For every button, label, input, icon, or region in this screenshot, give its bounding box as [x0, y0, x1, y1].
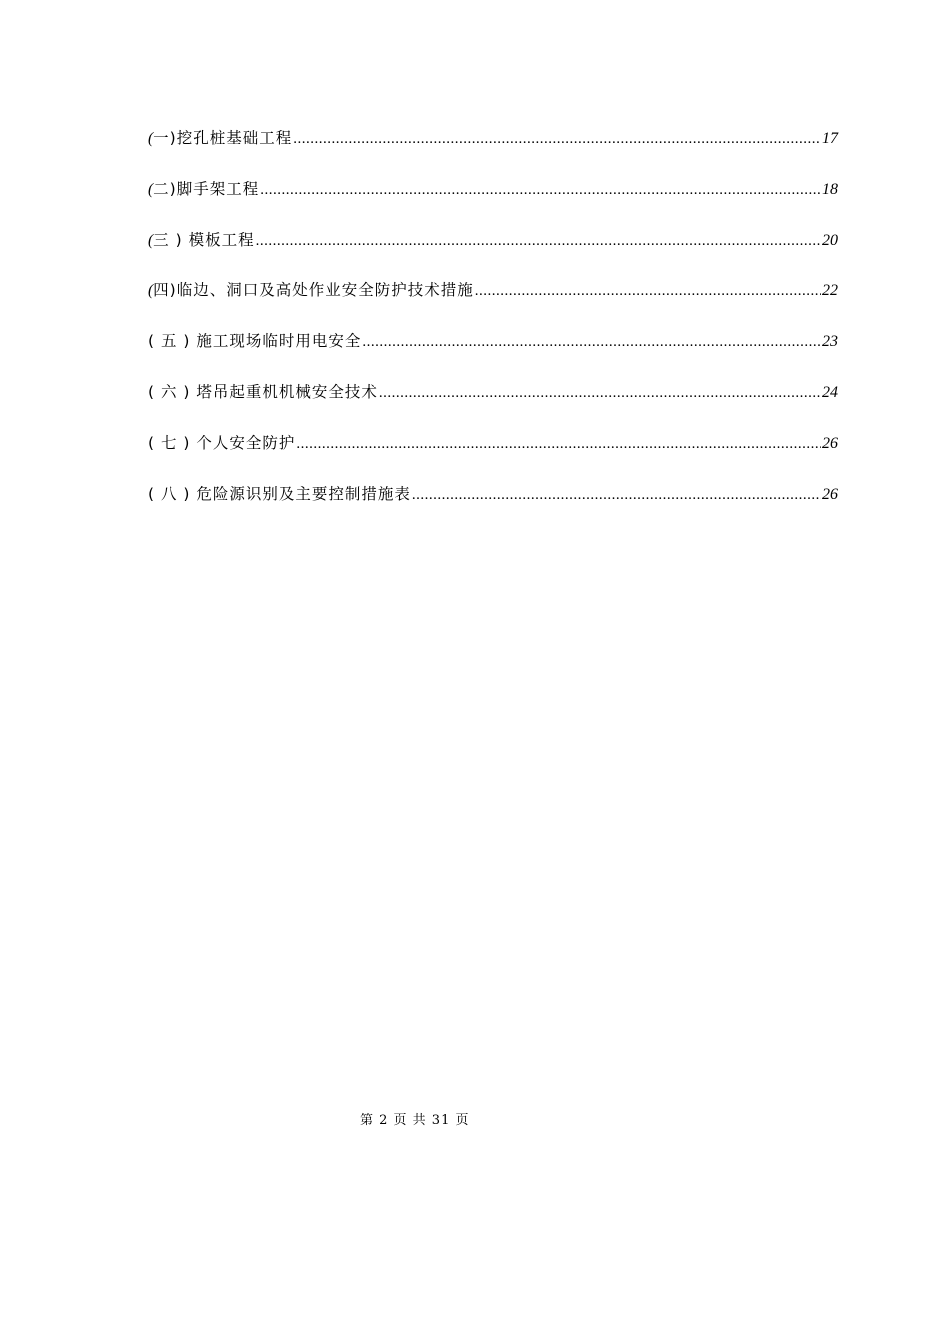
toc-entry-page: 18 — [822, 180, 838, 198]
table-of-contents — [148, 127, 838, 533]
toc-entry-title — [148, 381, 378, 404]
toc-entry-title — [148, 127, 292, 150]
toc-entry-5[interactable] — [148, 330, 838, 352]
toc-entry-text: 四)临边、洞口及高处作业安全防护技术措施 — [153, 281, 474, 300]
toc-entry-text: ( 六 ) 塔吊起重机机械安全技术 — [148, 382, 378, 401]
toc-entry-text: ( 八 ) 危险源识别及主要控制措施表 — [148, 484, 411, 503]
toc-dot-leader — [379, 382, 821, 404]
toc-dot-leader — [296, 433, 821, 455]
toc-entry-title — [148, 229, 255, 252]
toc-entry-7[interactable] — [148, 432, 838, 454]
toc-dot-leader — [412, 484, 821, 506]
toc-entry-prefix: ( — [148, 282, 154, 300]
toc-entry-page: 26 — [822, 434, 838, 452]
toc-entry-page: 20 — [822, 231, 838, 249]
toc-dot-leader — [362, 331, 821, 353]
toc-entry-text: ( 七 ) 个人安全防护 — [148, 433, 296, 452]
toc-entry-title — [148, 330, 361, 353]
toc-dot-leader — [260, 179, 821, 201]
toc-entry-page: 24 — [822, 383, 838, 401]
toc-entry-text: 一)挖孔桩基础工程 — [153, 129, 293, 147]
toc-entry-6[interactable] — [148, 381, 838, 403]
toc-entry-prefix: ( — [148, 130, 154, 147]
toc-entry-prefix: ( — [148, 231, 154, 249]
toc-entry-3[interactable] — [148, 229, 838, 251]
toc-entry-page: 22 — [822, 282, 838, 300]
toc-entry-2[interactable] — [148, 178, 838, 200]
toc-entry-8[interactable] — [148, 483, 838, 505]
toc-entry-text: ( 五 ) 施工现场临时用电安全 — [148, 332, 362, 351]
page-footer — [360, 1112, 469, 1130]
toc-dot-leader — [293, 128, 821, 150]
toc-entry-4[interactable] — [148, 279, 838, 301]
toc-entry-page: 26 — [822, 485, 838, 503]
toc-entry-title — [148, 432, 295, 455]
toc-entry-title — [148, 483, 411, 506]
toc-entry-text: 三 ) 模板工程 — [153, 230, 255, 249]
toc-entry-prefix: ( — [148, 180, 154, 198]
toc-entry-title — [148, 178, 259, 201]
toc-entry-text: 二)脚手架工程 — [153, 179, 260, 198]
toc-entry-page: 23 — [822, 333, 838, 351]
toc-entry-1[interactable] — [148, 127, 838, 149]
toc-dot-leader — [256, 230, 821, 252]
toc-entry-page: 17 — [822, 130, 838, 147]
page-number-text: 第 2 页 共 31 页 — [360, 1113, 470, 1128]
toc-dot-leader — [475, 280, 821, 302]
toc-entry-title — [148, 279, 474, 302]
